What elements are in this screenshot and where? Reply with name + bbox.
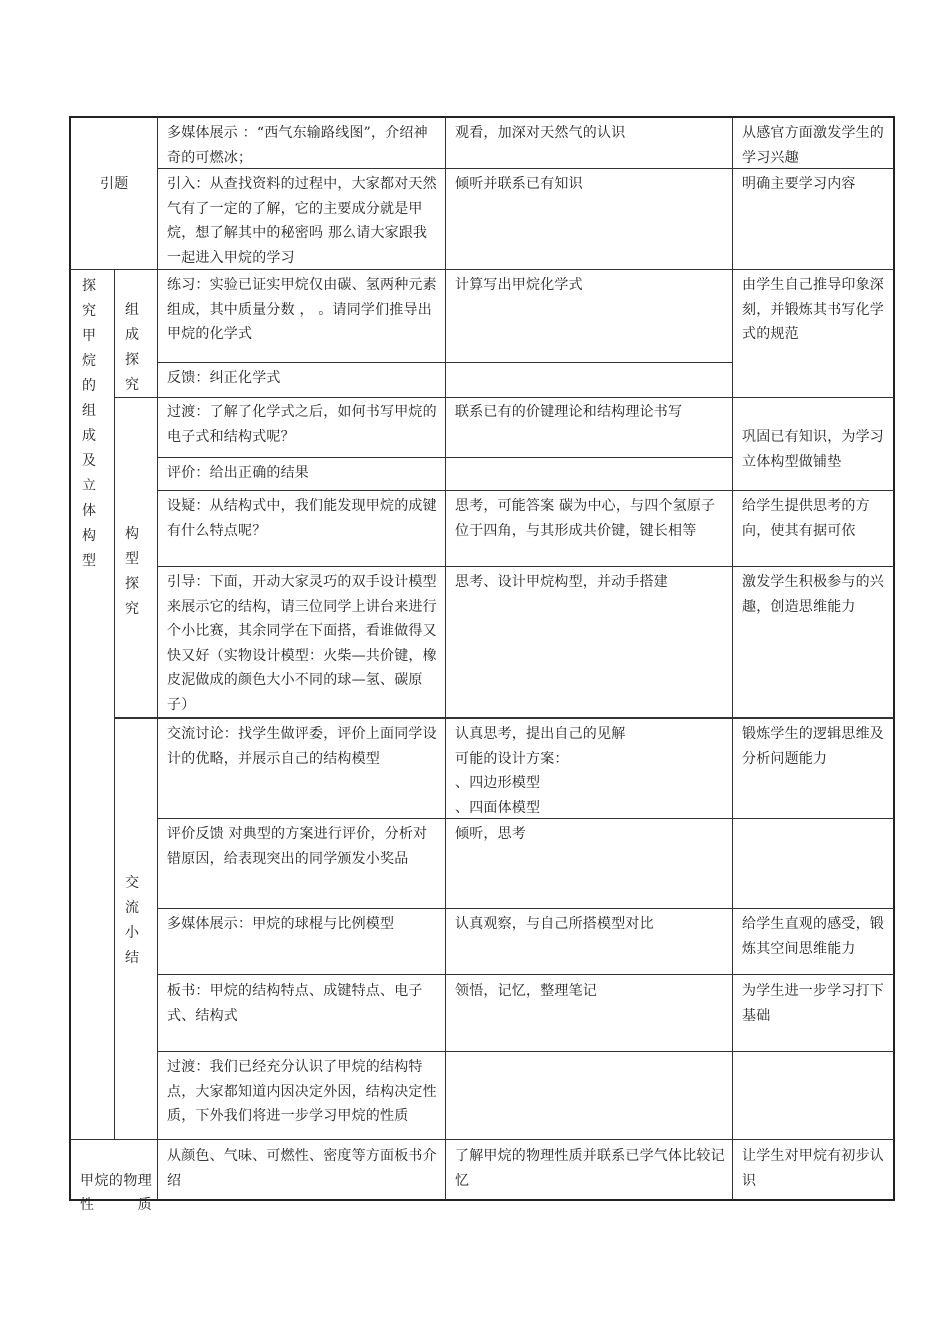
row-line: [158, 566, 894, 567]
row-line: [115, 397, 894, 398]
summary-r1-teacher: 交流讨论：找学生做评委，评价上面同学设计的优略，并展示自己的结构模型: [167, 726, 437, 767]
structure-r12-purpose: 巩固已有知识，为学习立体构型做铺垫: [742, 429, 884, 470]
structure-r3-purpose: 给学生提供思考的方向，使其有据可依: [742, 498, 870, 539]
subsection-summary-label: 交流小结: [125, 875, 139, 966]
summary-r3-teacher: 多媒体展示：甲烷的球棍与比例模型: [167, 916, 395, 932]
structure-r4-student: 思考、设计甲烷构型，并动手搭建: [455, 574, 668, 590]
section-physical-label: 甲烷的物理性质: [80, 1172, 152, 1213]
intro-r2-purpose: 明确主要学习内容: [742, 176, 856, 192]
composition-purpose: 由学生自己推导印象深刻，并锻炼其书写化学式的规范: [742, 277, 884, 342]
row-line: [158, 974, 894, 975]
section-intro-label: 引题: [100, 176, 129, 192]
composition-r2-teacher: 反馈：纠正化学式: [167, 370, 281, 386]
intro-r2-teacher: 引入：从查找资料的过程中，大家都对天然气有了一定的了解，它的主要成分就是甲烷，想了解其中的秘密吗 那么请大家跟我一起进入甲烷的学习: [167, 176, 437, 266]
col-line-teacher: [157, 117, 158, 1200]
col-line-purpose: [732, 117, 733, 1200]
structure-r1-teacher: 过渡：了解了化学式之后，如何书写甲烷的电子式和结构式呢？: [167, 404, 437, 445]
col-line-student: [445, 117, 446, 1200]
intro-r1-purpose: 从感官方面激发学生的学习兴趣: [742, 125, 884, 166]
subsection-composition-label: 组成探究: [125, 302, 139, 393]
row-line: [158, 1051, 894, 1052]
physical-purpose: 让学生对甲烷有初步认识: [742, 1148, 884, 1189]
summary-r2-teacher: 评价反馈 对典型的方案进行评价，分析对错原因，给表现突出的同学颁发小奖品: [167, 826, 428, 867]
summary-r1-student: 认真思考，提出自己的见解 可能的设计方案： 、四边形模型 、四面体模型: [455, 726, 626, 816]
summary-r3-purpose: 给学生直观的感受，锻炼其空间思维能力: [742, 916, 884, 957]
intro-r2-student: 倾听并联系已有知识: [455, 176, 583, 192]
intro-r1-teacher: 多媒体展示 ：“西气东输路线图”，介绍神奇的可燃冰；: [167, 125, 428, 166]
intro-r1-student: 观看，加深对天然气的认识: [455, 125, 626, 141]
section-explore-label: 探究甲烷的组成及立体构型: [82, 278, 96, 569]
summary-r3-student: 认真观察，与自己所搭模型对比: [455, 916, 654, 932]
summary-r4-purpose: 为学生进一步学习打下基础: [742, 983, 884, 1024]
subsection-structure-label: 构型探究: [125, 526, 139, 617]
physical-student: 了解甲烷的物理性质并联系已学气体比较记忆: [455, 1148, 725, 1189]
summary-r4-teacher: 板书：甲烷的结构特点、成键特点、电子式、结构式: [167, 983, 423, 1024]
structure-r4-purpose: 激发学生积极参与的兴趣，创造思维能力: [742, 574, 884, 615]
structure-r4-teacher: 引导：下面，开动大家灵巧的双手设计模型来展示它的结构，请三位同学上讲台来进行个小比赛，其余同学在下面搭，看谁做得又快又好（实物设计模型：火柴—共价键，橡皮泥做成的颜色大小不同的球—氢、碳原子）: [167, 574, 437, 713]
row-line: [158, 490, 894, 491]
physical-teacher: 从颜色、气味、可燃性、密度等方面板书介绍: [167, 1148, 437, 1189]
structure-r3-teacher: 设疑：从结构式中，我们能发现甲烷的成键有什么特点呢？: [167, 498, 437, 539]
summary-r1-purpose: 锻炼学生的逻辑思维及分析问题能力: [742, 726, 884, 767]
summary-r2-student: 倾听，思考: [455, 826, 526, 842]
structure-r3-student: 思考，可能答案 碳为中心，与四个氢原子位于四角，与其形成共价键，键长相等: [455, 498, 716, 539]
col-line-subsection: [114, 269, 115, 1139]
structure-r2-teacher: 评价：给出正确的结果: [167, 465, 309, 481]
composition-r1-student: 计算写出甲烷化学式: [455, 277, 583, 293]
summary-r4-student: 领悟，记忆，整理笔记: [455, 983, 597, 999]
row-line: [70, 1139, 894, 1140]
summary-r5-teacher: 过渡：我们已经充分认识了甲烷的结构特点，大家都知道内因决定外因，结构决定性质，下外我们将进一步学习甲烷的性质: [167, 1059, 437, 1124]
row-line: [158, 362, 733, 363]
composition-r1-teacher: 练习：实验已证实甲烷仅由碳、氢两种元素组成，其中质量分数 ， 。请同学们推导出甲烷的化学式: [167, 277, 437, 342]
row-line: [158, 457, 733, 458]
structure-r1-student: 联系已有的价键理论和结构理论书写: [455, 404, 683, 420]
row-line: [158, 908, 894, 909]
row-line: [115, 717, 894, 719]
